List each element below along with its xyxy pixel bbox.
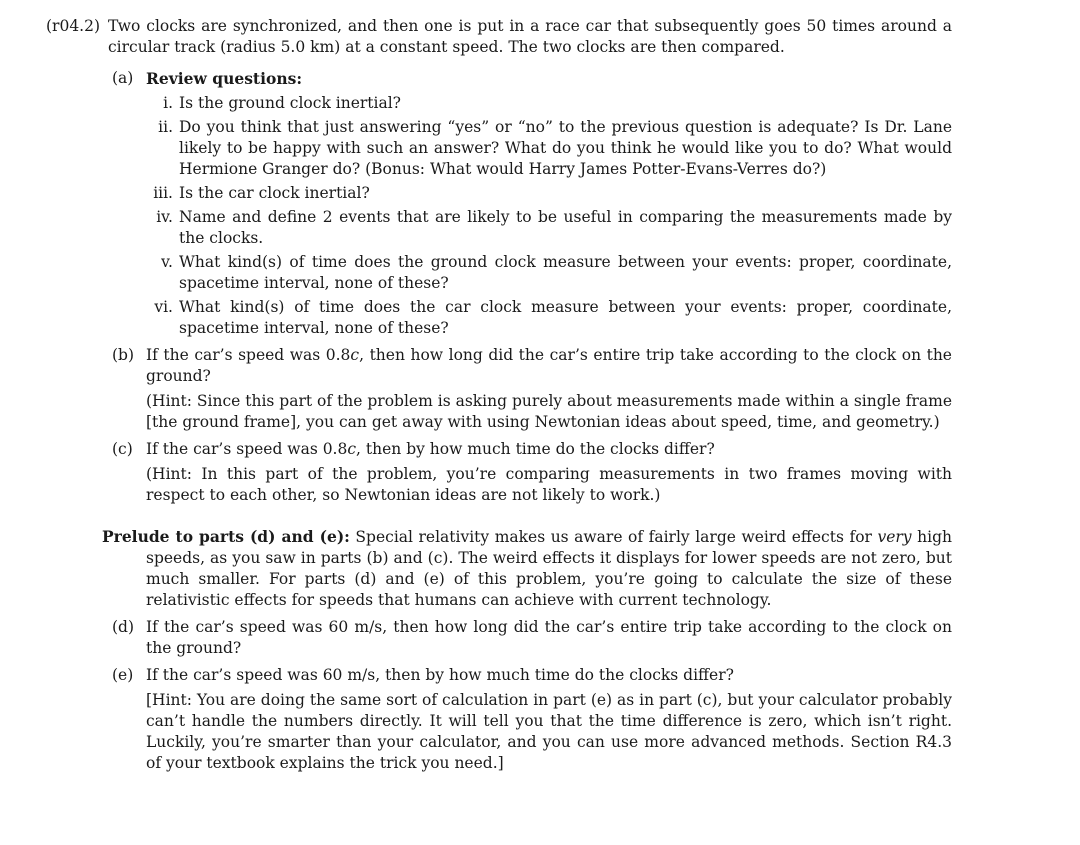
part-e-question: If the car’s speed was 60 m/s, then by how much time do the clocks differ? [146,666,734,684]
problem-r04-2 [46,16,952,780]
prelude-emphasis: very [877,528,912,546]
parts-list [108,68,952,506]
part-b-text-post: , then how long did the car’s entire trip take according to the clock on the ground? [146,346,952,385]
sub-label: iii. [153,184,173,202]
part-c-text-post: , then by how much time do the clocks differ? [356,440,715,458]
part-d-question: If the car’s speed was 60 m/s, then how long did the car’s entire trip take according to the clock on the ground? [146,618,952,657]
sub-text: What kind(s) of time does the car clock measure between your events: proper, coordinate, spacetime interval, none of these? [179,298,952,337]
review-question [161,252,952,294]
part-c-question [146,439,952,460]
problem-intro: Two clocks are synchronized, and then one is put in a race car that subsequently goes 50 times around a circular track (radius 5.0 km) at a constant speed. The two clocks are then compared. [108,17,952,56]
sub-text: Is the ground clock inertial? [179,94,401,112]
sub-label: vi. [154,298,173,316]
sub-text: Name and define 2 events that are likely to be useful in comparing the measurements made by the clocks. [179,208,952,247]
sub-text: What kind(s) of time does the ground clock measure between your events: proper, coordinate, spacetime interval, none of these? [179,253,952,292]
review-question [153,183,952,204]
part-a [112,68,952,339]
sub-text: Do you think that just answering “yes” or “no” to the previous question is adequate? Is Dr. Lane likely to be happy with such an answer? What do you think he would like you to do? What would Hermione Granger do? (Bonus: What would Harry James Potter-Evans-Verres do?) [179,118,952,178]
part-a-title: Review questions: [146,69,303,88]
part-label: (d) [112,618,135,636]
part-e-hint: [Hint: You are doing the same sort of calculation in part (e) as in part (c), but your calculator probably can’t handle the numbers directly. It will tell you that the time difference is zero, which isn’t right. Luckily, you’re smarter than your calculator, and you can use more advanced methods. Section R4.3 of your textbook explains the trick you need.] [146,691,952,772]
prelude-text-pre: Special relativity makes us aware of fairly large weird effects for [355,528,872,546]
part-label: (a) [112,69,134,87]
sub-label: i. [163,94,173,112]
prelude-section [102,526,952,611]
problem-label: (r04.2) [46,17,101,35]
part-e [112,665,952,774]
part-b [112,345,952,433]
part-label: (e) [112,666,134,684]
sub-label: iv. [156,208,173,226]
review-question [156,207,952,249]
part-label: (b) [112,346,135,364]
parts-list-2 [108,617,952,774]
prelude-text-post: high speeds, as you saw in parts (b) and (c). The weird effects it displays for lower speeds are not zero, but much smaller. For parts (d) and (e) of this problem, you’re going to calculate the size of these relativistic effects for speeds that humans can achieve with current technology. [146,528,952,609]
part-b-text-pre: If the car’s speed was 0.8 [146,346,351,364]
part-c-hint: (Hint: In this part of the problem, you’re comparing measurements in two frames moving with respect to each other, so Newtonian ideas are not likely to work.) [146,465,952,504]
sub-label: ii. [158,118,173,136]
part-b-question [146,345,952,387]
part-label: (c) [112,440,133,458]
review-question [154,297,952,339]
review-questions-list [146,93,952,339]
review-question [158,117,952,180]
part-c [112,439,952,506]
prelude-title: Prelude to parts (d) and (e): [102,527,350,546]
part-c-text-pre: If the car’s speed was 0.8 [146,440,348,458]
sub-text: Is the car clock inertial? [179,184,370,202]
part-b-hint: (Hint: Since this part of the problem is asking purely about measurements made within a single frame [the ground frame], you can get away with using Newtonian ideas about speed, time, and geometry.) [146,392,952,431]
speed-of-light-var: c [350,346,360,364]
sub-label: v. [161,253,173,271]
speed-of-light-var: c [347,440,357,458]
review-question [163,93,952,114]
prelude-text [102,526,952,611]
part-d [112,617,952,659]
